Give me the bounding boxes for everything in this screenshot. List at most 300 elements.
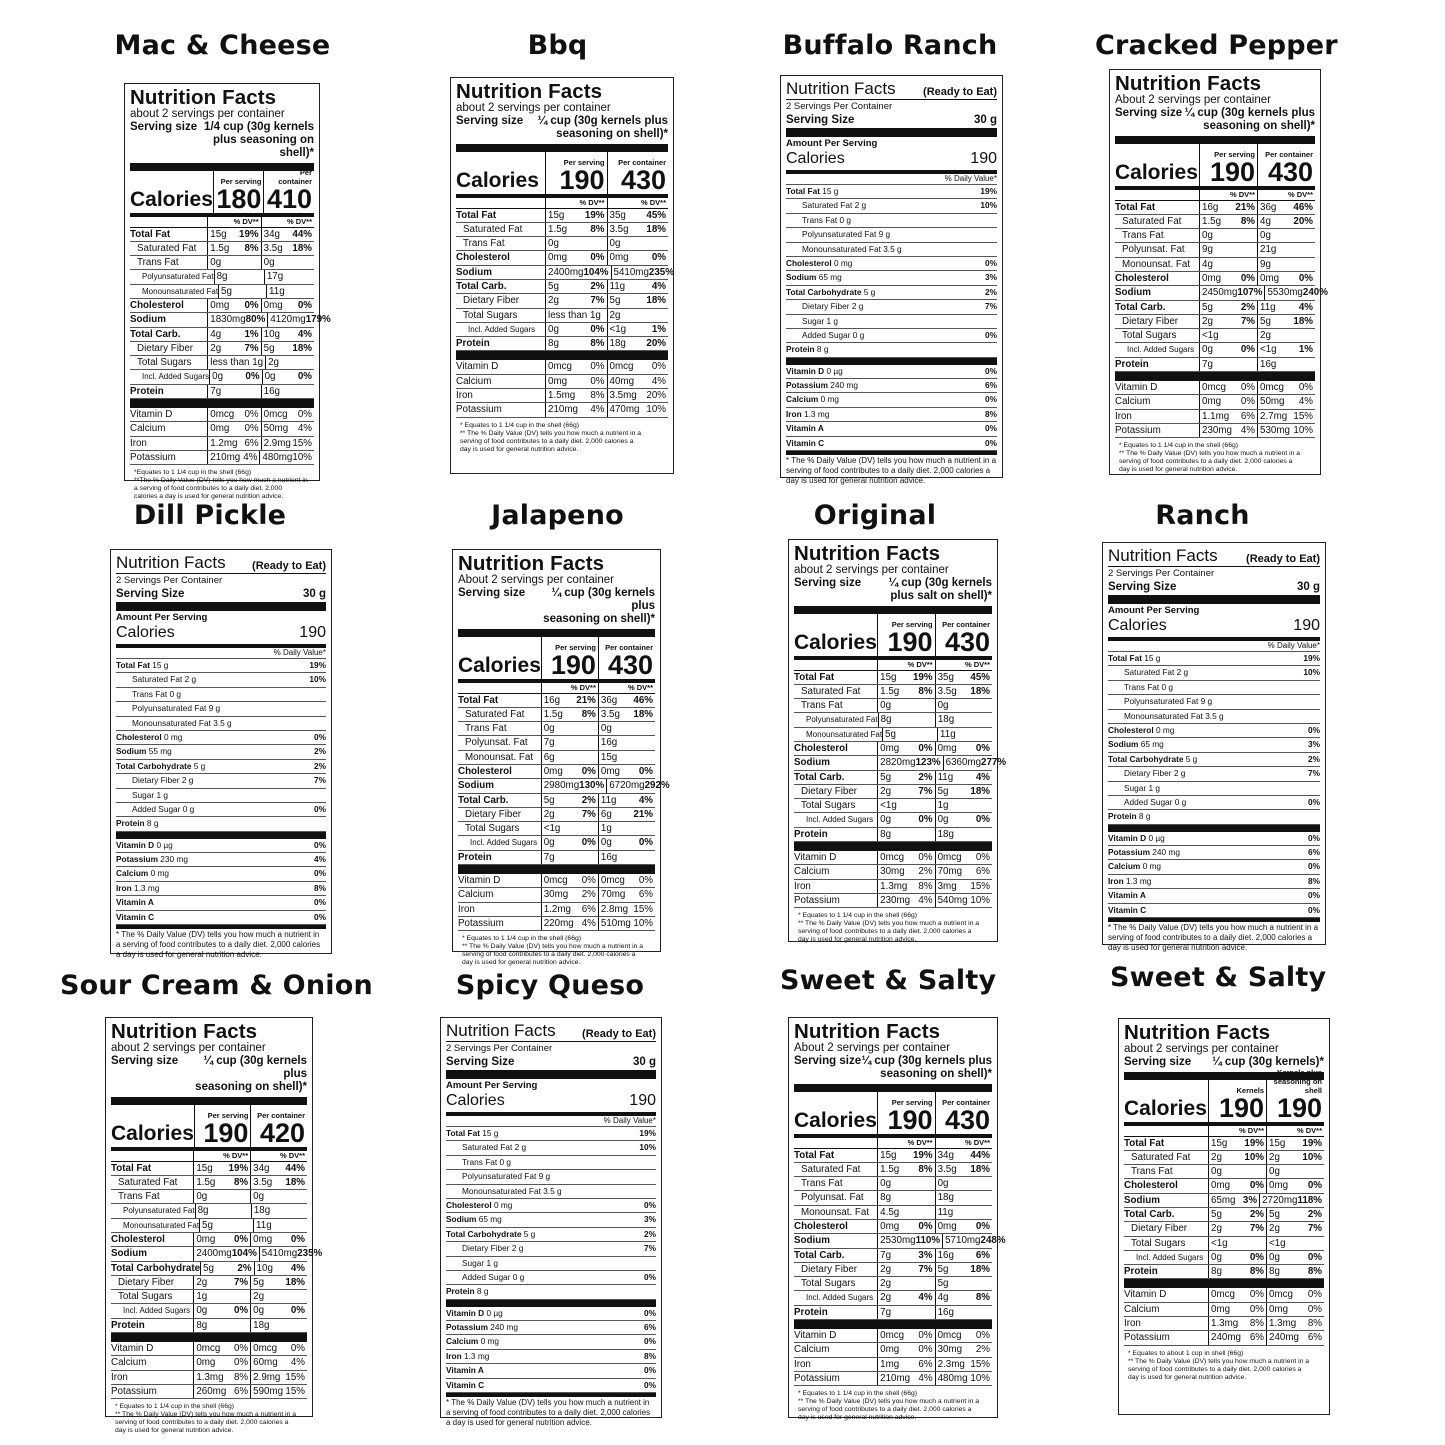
- serving-size-value: ¼ cup (30g kernels plus seasoning on shell)*: [1184, 106, 1315, 132]
- nutrition-facts-heading: Nutrition Facts: [456, 80, 603, 103]
- nutrient-name-amount: [462, 1185, 562, 1198]
- nutrition-facts-heading: Nutrition Facts: [1108, 546, 1218, 565]
- percent-dv: 19%: [912, 671, 933, 683]
- footnote-line: ** The % Daily Value (DV) tells you how much a nutrient in a: [798, 920, 980, 928]
- amount: 0mg: [210, 299, 230, 311]
- nutrient-name-amount: [802, 243, 902, 256]
- amount: 5410mg: [261, 1248, 298, 1260]
- percent-dv: 7%: [233, 1276, 249, 1288]
- nutrient-row: [458, 736, 655, 750]
- amount: 34g: [263, 228, 280, 240]
- percent-dv: 4%: [581, 917, 596, 929]
- nutrient-row: [1124, 1151, 1324, 1165]
- vitamin-cell: [1266, 1331, 1324, 1344]
- percent-dv: 10%: [292, 451, 312, 463]
- percent-dv: 0%: [314, 803, 326, 814]
- nutrient-row: [786, 243, 997, 257]
- percent-dv: 123%: [915, 757, 941, 769]
- vitamin-cell: [541, 874, 598, 887]
- calories-label: Calories: [794, 630, 877, 654]
- nutrition-facts-heading: Nutrition Facts: [446, 1021, 556, 1040]
- percent-dv: 19%: [1244, 1137, 1264, 1149]
- nutrient-row: [456, 209, 668, 223]
- nutrient-name: Polyunsaturated Fat: [132, 703, 207, 714]
- dv-heading: % DV**: [877, 660, 934, 670]
- amount: 2g: [1260, 330, 1271, 342]
- percent-dv: 0%: [314, 911, 326, 922]
- percent-dv: 10%: [970, 894, 990, 906]
- serving-size-row: [116, 587, 326, 601]
- nutrient-row: [116, 789, 326, 803]
- nutrient-name: Incl. Added Sugars: [468, 324, 536, 334]
- vitamin-cell: [935, 851, 992, 864]
- nutrient-name-amount: [446, 1285, 488, 1298]
- amount: <1g: [1211, 1237, 1228, 1249]
- amount: 2g: [1211, 1223, 1222, 1235]
- nutrient-row: [786, 214, 997, 228]
- dv-heading: % DV**: [541, 683, 598, 693]
- amount: 2g: [609, 309, 621, 321]
- amount: 18g: [253, 1205, 271, 1217]
- calories-label: Calories: [111, 1121, 194, 1145]
- amount: 8 g: [476, 1286, 489, 1297]
- amount: 1.3 mg: [133, 882, 160, 893]
- nutrient-name: Trans Fat: [801, 1178, 843, 1190]
- nutrient-row: [1108, 695, 1320, 709]
- thick-divider: [786, 128, 997, 137]
- servings-per-container: About 2 servings per container: [1115, 94, 1271, 106]
- vitamin-cell: [1199, 410, 1257, 423]
- amount: 2g: [880, 1278, 892, 1290]
- percent-dv: 0%: [233, 1357, 249, 1369]
- amount: 0g: [210, 257, 222, 269]
- vitamin-name-amount: [786, 437, 824, 450]
- vitamin-row: [786, 379, 997, 393]
- amount: 7g: [880, 1249, 892, 1261]
- column-heading: Per serving: [1214, 149, 1255, 159]
- daily-value-header: [794, 660, 992, 671]
- serving-size-label: Serving size: [111, 1054, 179, 1067]
- vitamin-name: Iron: [458, 903, 475, 915]
- vitamin-row: [794, 1372, 992, 1386]
- amount: 5g: [1211, 1208, 1222, 1220]
- amount: 9g: [1202, 244, 1213, 256]
- nutrient-name: Trans Fat: [801, 700, 843, 712]
- amount: 260mg: [196, 1385, 227, 1397]
- nutrient-name: Total Fat: [1108, 653, 1142, 663]
- nutrient-row: [130, 313, 331, 327]
- amount: 35g: [609, 209, 626, 221]
- amount: 0 mg: [833, 257, 853, 268]
- calories-value: 190: [1209, 156, 1255, 187]
- amount: 0g: [196, 1305, 208, 1317]
- nutrient-cell: [545, 266, 610, 279]
- percent-dv: 8%: [1308, 875, 1320, 886]
- percent-dv: 8%: [1307, 1318, 1322, 1330]
- nutrient-row: [130, 242, 314, 256]
- vitamin-cell: [607, 403, 668, 416]
- percent-dv: 240%: [1302, 287, 1328, 299]
- footnote-line: ** The % Daily Value (DV) tells you how much a nutrient in a: [460, 429, 642, 437]
- nutrient-cell: [935, 1291, 992, 1304]
- nutrient-row: [786, 286, 997, 300]
- column-heading: Per container: [257, 1110, 305, 1120]
- percent-dv: 3%: [918, 1249, 933, 1261]
- nutrient-name-amount: [802, 300, 863, 313]
- amount: 0 mg: [1155, 724, 1175, 735]
- nutrient-name: Trans Fat: [1122, 230, 1164, 242]
- flavor-title: Bbq: [527, 30, 588, 61]
- vitamin-row: [794, 851, 992, 865]
- percent-dv: 6%: [918, 1358, 933, 1370]
- nutrient-name: Total Fat: [1115, 201, 1156, 213]
- vitamin-cell: [607, 360, 668, 373]
- nutrient-name: Dietary Fiber: [132, 775, 180, 786]
- nutrient-row: [456, 309, 668, 323]
- amount: 8g: [216, 271, 228, 283]
- nutrient-cell: [541, 751, 598, 764]
- vitamin-cell: [193, 1356, 250, 1369]
- calories-label: Calories: [1124, 1096, 1207, 1120]
- percent-dv: 18%: [292, 342, 313, 354]
- vitamin-name: Calcium: [116, 868, 149, 879]
- nutrient-name: Protein: [794, 1306, 828, 1318]
- nutrient-row: [1115, 329, 1315, 343]
- nutrient-name: Protein: [1124, 1266, 1158, 1278]
- nutrient-cell: [935, 671, 992, 684]
- vitamin-name: Calcium: [1108, 861, 1141, 872]
- amount: 2.9mg: [253, 1371, 281, 1383]
- percent-dv: 8%: [918, 685, 933, 697]
- amount: 0mg: [609, 252, 629, 264]
- vitamin-row: [1108, 832, 1320, 846]
- amount: 1g: [600, 823, 612, 835]
- amount: 34g: [937, 1149, 954, 1161]
- percent-dv: 8%: [918, 1163, 933, 1175]
- amount: 0mg: [600, 765, 620, 777]
- dv-heading: % DV**: [261, 217, 314, 227]
- nutrient-cell: [935, 1220, 992, 1233]
- nutrient-row: [458, 708, 655, 722]
- serving-size-row: [786, 113, 997, 127]
- footnote-line: serving of food contributes to a daily diet. 2,000 calories a: [115, 1419, 289, 1427]
- nutrient-row: [446, 1257, 656, 1271]
- percent-dv: 3%: [644, 1214, 656, 1225]
- flavor-title: Dill Pickle: [133, 500, 287, 531]
- nutrient-row: [458, 836, 655, 850]
- nutrient-name: Trans Fat: [118, 1191, 160, 1203]
- serving-size-label: Serving Size: [786, 114, 855, 126]
- vitamin-row: [794, 865, 992, 879]
- percent-dv: 0%: [1298, 272, 1313, 284]
- nutrient-name: Sodium: [1124, 1194, 1160, 1206]
- ready-to-eat: (Ready to Eat): [923, 86, 997, 98]
- flavor-title: Sweet & Salty: [780, 965, 997, 996]
- amount: 70mg: [937, 866, 963, 878]
- nutrient-row: [456, 266, 674, 280]
- nutrient-name: Protein: [458, 851, 492, 863]
- nutrient-name: Total Carbohydrate: [786, 286, 862, 297]
- vitamin-name: Potassium: [794, 1372, 840, 1384]
- percent-dv: 0%: [975, 1330, 990, 1342]
- calories-value: 430: [607, 649, 653, 680]
- ready-to-eat: (Ready to Eat): [582, 1028, 656, 1040]
- vitamin-cell: [207, 437, 260, 450]
- nutrient-cell: [935, 1191, 992, 1204]
- nutrient-name: Cholesterol: [111, 1233, 165, 1245]
- percent-dv: 7%: [590, 295, 605, 307]
- vitamin-cell: [541, 888, 598, 901]
- amount: 0g: [548, 323, 559, 335]
- amount: 0mcg: [600, 875, 625, 887]
- percent-dv: 6%: [581, 903, 596, 915]
- percent-dv: 0%: [918, 1330, 933, 1342]
- amount: 0g: [1202, 344, 1213, 356]
- calories-row: [446, 1092, 656, 1116]
- nutrient-name-amount: [1108, 652, 1160, 665]
- calories-row: [1108, 617, 1320, 641]
- amount: 0mg: [548, 375, 568, 387]
- percent-dv: 0%: [644, 1379, 656, 1390]
- amount: 5g: [880, 771, 892, 783]
- nutrient-cell: [1199, 329, 1257, 342]
- nutrient-cell: [935, 1306, 992, 1319]
- nutrient-row: [1124, 1208, 1324, 1222]
- amount: 16g: [543, 694, 561, 706]
- nutrient-name-amount: [786, 286, 875, 299]
- nutrient-name-amount: [446, 1199, 512, 1212]
- nutrient-name: Trans Fat: [137, 257, 179, 269]
- percent-dv: 0%: [1307, 1303, 1322, 1315]
- nutrient-row: [794, 1177, 992, 1191]
- nutrient-cell: [598, 794, 655, 807]
- vitamin-name: Potassium: [1115, 424, 1161, 436]
- amount: 220mg: [543, 917, 574, 929]
- amount: 0mcg: [253, 1343, 278, 1355]
- amount: 5530mg: [1267, 287, 1303, 299]
- nutrient-cell: [935, 771, 992, 784]
- percent-dv: 0%: [290, 1343, 305, 1355]
- nutrient-name: Polyunsat. Fat: [801, 1192, 864, 1204]
- thick-divider: [111, 1097, 307, 1105]
- amount: 15 g: [822, 186, 839, 196]
- nutrient-cell: [1259, 1194, 1324, 1207]
- thick-divider: [446, 1070, 656, 1079]
- percent-dv: 2%: [590, 280, 605, 292]
- nutrient-cell: [607, 223, 668, 236]
- nutrient-cell: [607, 280, 668, 293]
- calories-value: 190: [1276, 1092, 1322, 1123]
- nutrient-name: Saturated Fat: [118, 1176, 178, 1188]
- nutrition-facts-heading: Nutrition Facts: [130, 86, 277, 109]
- percent-dv: 4%: [651, 375, 666, 387]
- nutrient-cell: [265, 356, 314, 369]
- serving-size-label: Serving size: [794, 1054, 862, 1067]
- amount: 35g: [937, 671, 954, 683]
- amount: 21g: [1260, 244, 1277, 256]
- percent-dv: 2%: [975, 1344, 990, 1356]
- serving-size-label: Serving size: [1124, 1055, 1192, 1068]
- nutrient-row: [1115, 301, 1315, 315]
- percent-dv: 4%: [651, 280, 666, 292]
- nutrient-name-amount: [786, 343, 828, 356]
- percent-dv: 0%: [1249, 1180, 1264, 1192]
- dv-heading: % DV**: [877, 1138, 934, 1148]
- calories-value: 190: [299, 624, 326, 641]
- nutrient-name: Monounsaturated Fat: [802, 243, 881, 254]
- nutrient-name: Saturated Fat: [801, 1163, 861, 1175]
- serving-size-row: [456, 115, 668, 141]
- nutrient-row: [458, 851, 655, 865]
- percent-dv: 21%: [576, 694, 596, 706]
- thick-divider: [1115, 372, 1315, 381]
- vitamin-cell: [250, 1371, 307, 1384]
- nutrient-cell: [935, 742, 992, 755]
- amount: 11g: [940, 728, 956, 740]
- percent-dv: 10%: [980, 200, 997, 211]
- vitamin-cell: [207, 451, 259, 464]
- nutrient-row: [456, 223, 668, 237]
- nutrient-cell: [598, 722, 655, 735]
- percent-dv: 0%: [644, 1336, 656, 1347]
- footnote-line: ** The % Daily Value (DV) tells you how much a nutrient in a: [1119, 450, 1301, 458]
- nutrient-name: Sodium: [794, 1235, 830, 1247]
- nutrient-cell: [877, 1249, 934, 1262]
- calories-label: Calories: [794, 1108, 877, 1132]
- amount: 0 g: [512, 1271, 525, 1282]
- amount: 0g: [880, 814, 892, 826]
- nutrition-facts-panel: [788, 1017, 1006, 1422]
- vitamin-cell: [877, 851, 934, 864]
- vitamin-name: Vitamin D: [1115, 382, 1158, 394]
- vitamin-cell: [545, 360, 606, 373]
- nutrient-cell: [545, 337, 606, 350]
- nutrient-row: [1108, 810, 1320, 824]
- nutrient-row: [794, 799, 992, 813]
- amount: 0mg: [543, 765, 563, 777]
- percent-dv: 2%: [1308, 753, 1320, 764]
- nutrient-cell: [541, 722, 598, 735]
- nutrient-cell: [935, 685, 992, 698]
- nutrient-row: [116, 688, 326, 702]
- nutrient-name-amount: [446, 1127, 498, 1140]
- percent-dv: 0%: [1240, 396, 1255, 408]
- nutrient-row: [111, 1247, 323, 1261]
- amount: 0g: [937, 814, 949, 826]
- nutrient-cell: [193, 1304, 250, 1317]
- percent-dv: 10%: [1302, 1151, 1322, 1163]
- nutrient-name: Dietary Fiber: [801, 1263, 858, 1275]
- nutrient-row: [130, 385, 314, 399]
- calories-label: Calories: [456, 168, 539, 192]
- serving-size-row: [446, 1055, 656, 1069]
- nutrient-name: Dietary Fiber: [137, 342, 194, 354]
- nutrient-name: Total Carb.: [794, 771, 845, 783]
- percent-dv: 0%: [918, 742, 933, 754]
- amount: 3.5 g: [213, 717, 232, 728]
- nutrient-cell: [261, 228, 314, 241]
- amount: 4g: [1202, 258, 1213, 270]
- nutrient-cell: [935, 1163, 992, 1176]
- nutrient-name: Incl. Added Sugars: [470, 838, 538, 848]
- amount: 5g: [202, 1219, 213, 1231]
- nutrient-row: [794, 685, 992, 699]
- amount: 0g: [1211, 1251, 1222, 1263]
- nutrient-row: [446, 1156, 656, 1170]
- percent-dv: 8%: [975, 1292, 990, 1304]
- percent-dv: 4%: [243, 451, 258, 463]
- amount: 4g: [937, 1292, 949, 1304]
- nutrient-cell: [207, 356, 265, 369]
- nutrient-row: [794, 771, 992, 785]
- vitamin-row: [1108, 846, 1320, 860]
- amount: 5g: [1260, 315, 1271, 327]
- percent-dv: 0%: [1308, 861, 1320, 872]
- nutrient-row: [1115, 343, 1315, 357]
- calories-column: [935, 1092, 992, 1134]
- percent-dv: 10%: [1244, 1151, 1264, 1163]
- nutrient-name-amount: [1124, 666, 1188, 679]
- nutrient-cell: [598, 851, 655, 864]
- amount: 3mg: [937, 880, 957, 892]
- amount: 15g: [880, 671, 897, 683]
- nutrient-row: [446, 1242, 656, 1256]
- nutrient-row: [794, 742, 992, 756]
- nutrient-row: [786, 271, 997, 285]
- amount: 5g: [1269, 1208, 1280, 1220]
- vitamin-name: Calcium: [130, 423, 166, 435]
- nutrient-name-amount: [1108, 810, 1150, 823]
- amount: <1g: [1260, 344, 1277, 356]
- nutrient-row: [794, 1291, 992, 1305]
- percent-dv: 7%: [1307, 1223, 1322, 1235]
- nutrient-cell: [261, 242, 314, 255]
- percent-dv: 0%: [985, 437, 997, 448]
- amount: 2720mg: [1262, 1194, 1298, 1206]
- vitamin-cell: [193, 1385, 250, 1398]
- nutrient-cell: [1266, 1165, 1324, 1178]
- amount: 1.5g: [1202, 215, 1222, 227]
- serving-size-label: Serving size: [456, 114, 524, 127]
- percent-dv: 6%: [975, 866, 990, 878]
- percent-dv: 0%: [651, 361, 666, 373]
- nutrient-row: [446, 1170, 656, 1184]
- nutrient-cell: [598, 736, 655, 749]
- calories-value: 430: [944, 1104, 990, 1135]
- amount: 1g: [937, 800, 949, 812]
- column-heading: Kernels: [1236, 1085, 1264, 1095]
- amount: 210mg: [210, 451, 241, 463]
- nutrient-name: Incl. Added Sugars: [142, 372, 210, 382]
- percent-dv: 6%: [244, 437, 259, 449]
- nutrient-cell: [541, 794, 598, 807]
- nutrient-cell: [877, 771, 934, 784]
- footnote-line: *Equates to 1 1/4 cup in the shell (66g): [134, 469, 252, 477]
- footnote-line: serving of food contributes to a daily diet. 2,000 calories a: [1119, 458, 1293, 466]
- nutrient-row: [794, 1163, 992, 1177]
- vitamin-name: Iron: [446, 1350, 462, 1361]
- percent-dv: 2%: [1240, 301, 1255, 313]
- percent-dv: 0%: [244, 423, 259, 435]
- nutrient-name: Total Carbohydrate: [446, 1228, 522, 1239]
- servings-per-container: about 2 servings per container: [456, 102, 611, 114]
- vitamin-row: [446, 1335, 656, 1349]
- amount: 4g: [210, 328, 222, 340]
- amount: 0mg: [1202, 272, 1222, 284]
- nutrient-row: [786, 329, 997, 343]
- calories-row: [794, 614, 992, 660]
- percent-dv: 7%: [314, 775, 326, 786]
